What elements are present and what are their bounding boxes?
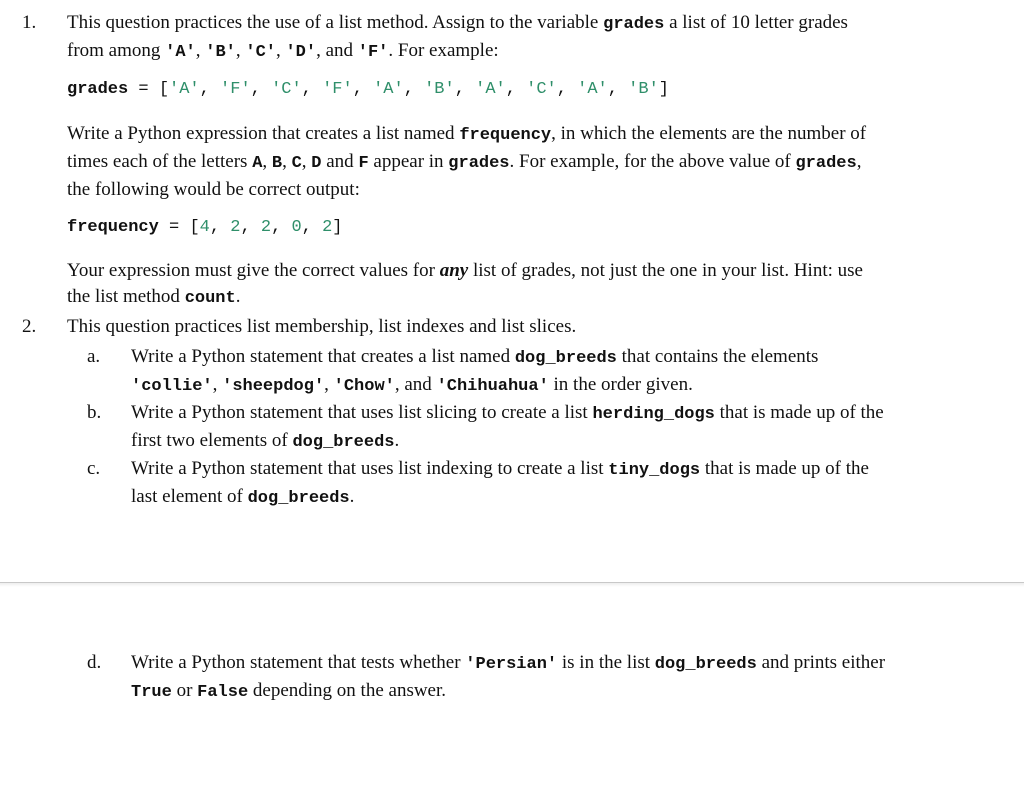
frequency-item: 2 (322, 218, 333, 237)
frequency-item: 2 (260, 218, 272, 237)
frequency-item: 4 (199, 218, 210, 237)
q2-item-a: Write a Python statement that creates a list named dog_breeds that contains the elements 'collie', 'sheepdog', 'Chow', and 'Chihuahua' in the order given. (131, 346, 819, 396)
var-grades: grades (603, 15, 665, 34)
page-divider-shadow (0, 583, 1024, 587)
code-grades-example: grades = ['A', 'F', 'C', 'F', 'A', 'B', 'A', 'C', 'A', 'B'] (67, 80, 669, 99)
q1-paragraph-3: Your expression must give the correct values for any list of grades, not just the one in your list. Hint: use the list method count. (67, 260, 863, 308)
q2-item-c: Write a Python statement that uses list indexing to create a list tiny_dogs that is made up of the last element of dog_breeds. (131, 458, 869, 508)
q1-paragraph-2: Write a Python expression that creates a list named frequency, in which the elements are the number of times each of the letters A, B, C, D and F appear in grades. For example, for the above value of grades, the following would be correct output: (67, 123, 867, 200)
grade-item: 'A' (169, 80, 200, 99)
item-label-c: c. (87, 458, 101, 479)
grade-item: 'B' (424, 80, 455, 99)
grades-list-items: 'A', 'F', 'C', 'F', 'A', 'B', 'A', 'C', 'A', 'B' (169, 80, 659, 99)
code-frequency-example: frequency = [4, 2, 2, 0, 2] (67, 218, 343, 237)
item-label-d: d. (87, 652, 102, 673)
grade-item: 'A' (577, 80, 608, 99)
frequency-item: 0 (291, 218, 302, 237)
frequency-list-items: 4, 2, 2, 0, 2 (199, 218, 333, 237)
grade-item: 'A' (475, 80, 506, 99)
item-label-b: b. (87, 402, 102, 423)
grade-item: 'C' (526, 80, 557, 99)
q2-item-d: Write a Python statement that tests whether 'Persian' is in the list dog_breeds and prints either True or False depending on the answer. (131, 652, 886, 702)
grade-item: 'A' (373, 80, 404, 99)
frequency-item: 2 (230, 218, 241, 237)
grade-item: 'F' (322, 80, 353, 99)
q2-item-b: Write a Python statement that uses list slicing to create a list herding_dogs that is made up of the first two elements of dog_breeds. (131, 402, 884, 452)
item-label-a: a. (87, 346, 101, 367)
grade-item: 'B' (628, 80, 659, 99)
q1-intro: This question practices the use of a list method. Assign to the variable grades a list of 10 letter grades from among 'A', 'B', 'C', 'D', and 'F'. For example: (67, 12, 848, 62)
question-number-2: 2. (22, 316, 37, 337)
grade-item: 'F' (220, 80, 251, 99)
question-number-1: 1. (22, 12, 37, 33)
grade-item: 'C' (271, 80, 302, 99)
q2-intro: This question practices list membership, list indexes and list slices. (67, 316, 577, 337)
